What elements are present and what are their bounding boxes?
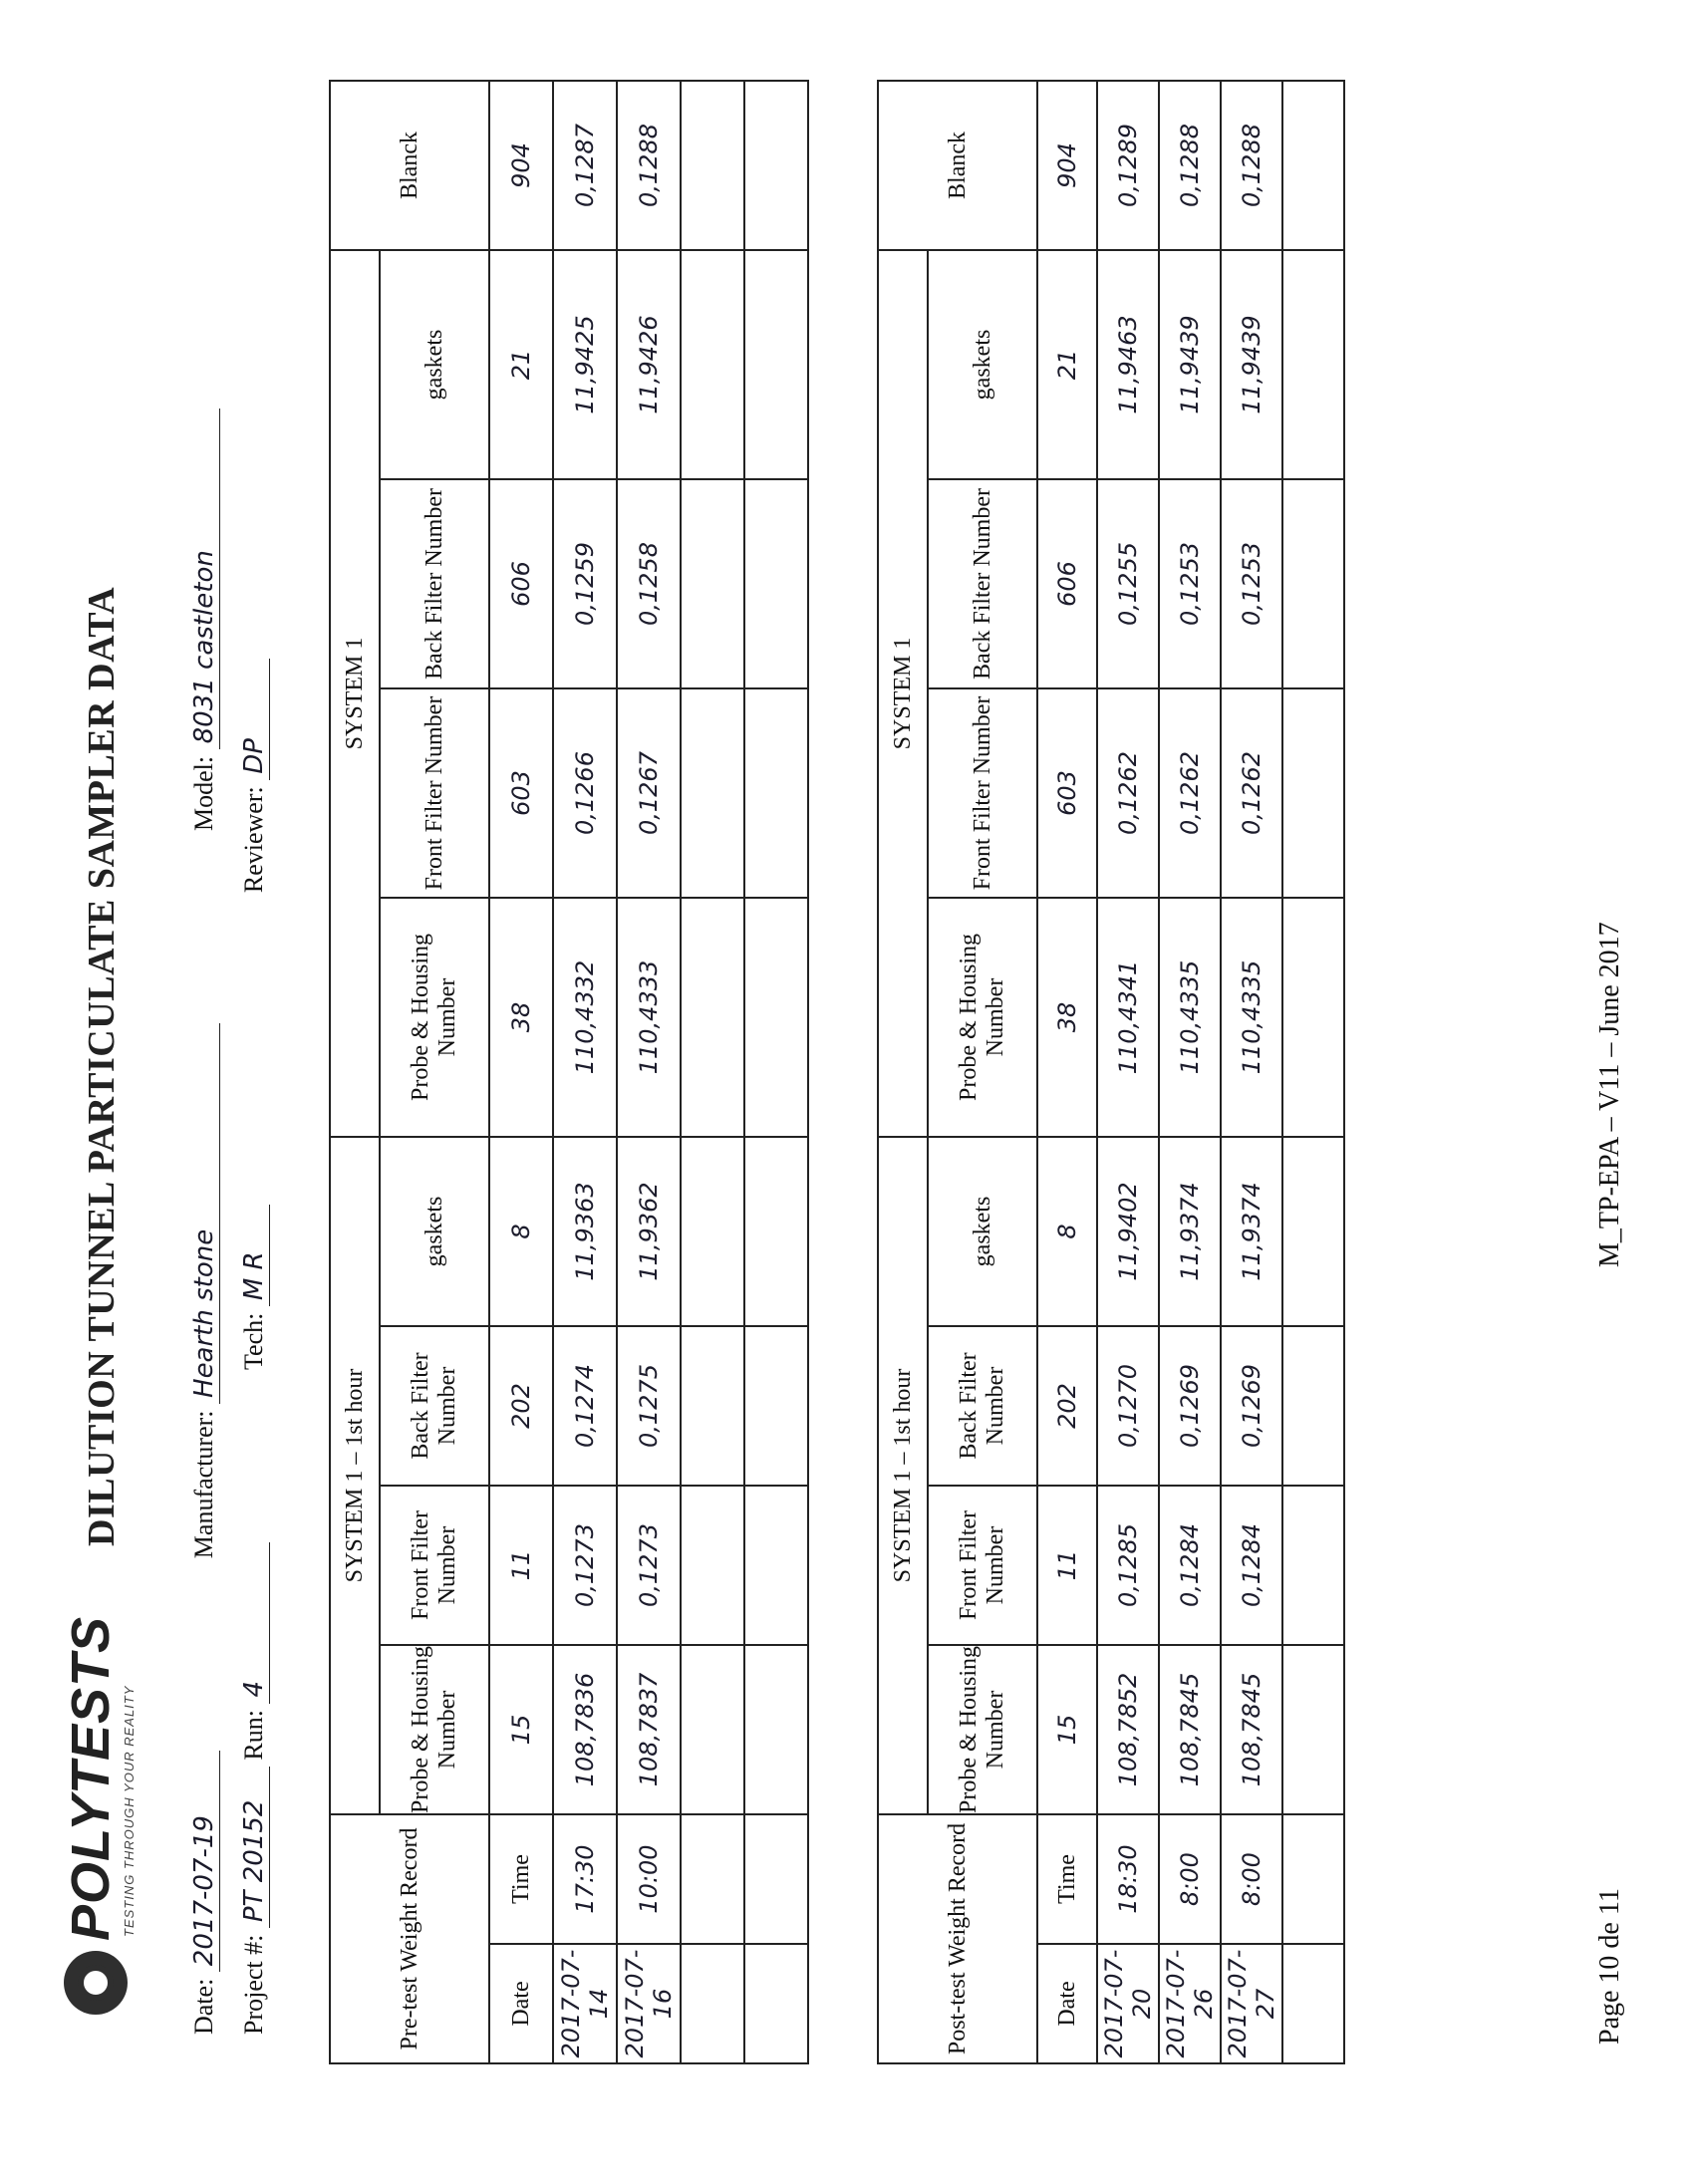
pre-cell (681, 1645, 744, 1814)
pre-cell: 110,4332 (553, 898, 617, 1137)
post-row-2 (1159, 81, 1221, 2063)
pre-col-date: Date (489, 1944, 553, 2063)
pre-col-probe-housing-1: Probe & Housing Number (380, 1645, 489, 1814)
pre-cell: 0,1287 (553, 81, 617, 250)
post-col-gaskets-2: gaskets (928, 250, 1037, 479)
post-cell: 21 (1037, 250, 1097, 479)
pre-cell: 11,9425 (553, 250, 617, 479)
pre-cell (681, 1326, 744, 1486)
post-cell: 15 (1037, 1645, 1097, 1814)
post-col-blanck: Blanck (878, 81, 1037, 250)
pre-cell: 0,1266 (553, 688, 617, 898)
post-cell: 0,1253 (1159, 479, 1221, 688)
pre-cell (744, 1814, 808, 1944)
post-cell: 108,7852 (1097, 1645, 1159, 1814)
pre-cell: 110,4333 (617, 898, 681, 1137)
post-col-front-filter-2: Front Filter Number (928, 688, 1037, 898)
pre-cell: 108,7837 (617, 1645, 681, 1814)
manufacturer-label: Manufacturer: (189, 1410, 218, 1559)
model-value: 8031 castleton (189, 409, 220, 749)
pre-cell (681, 479, 744, 688)
post-cell: 11,9463 (1097, 250, 1159, 479)
page-number: Page 10 de 11 (1594, 1888, 1625, 2045)
pre-cell: 603 (489, 688, 553, 898)
post-col-back-filter-2: Back Filter Number (928, 479, 1037, 688)
pre-cell: 0,1288 (617, 81, 681, 250)
post-row-4 (1282, 81, 1344, 2063)
post-cell: 202 (1037, 1326, 1097, 1486)
post-cell: 11,9374 (1221, 1137, 1282, 1326)
pre-col-probe-housing-2: Probe & Housing Number (380, 898, 489, 1137)
post-cell: 110,4335 (1221, 898, 1282, 1137)
post-system1-header: SYSTEM 1 (878, 250, 928, 1137)
document-title: DILUTION TUNNEL PARTICULATE SAMPLER DATA (81, 586, 123, 1546)
pre-col-front-filter-1: Front Filter Number (380, 1486, 489, 1645)
pre-cell: 202 (489, 1326, 553, 1486)
project-label: Project #: (239, 1934, 268, 2035)
post-cell: 0,1262 (1097, 688, 1159, 898)
pre-cell (681, 688, 744, 898)
post-col-gaskets-1: gaskets (928, 1137, 1037, 1326)
pre-cell (744, 688, 808, 898)
post-cell: 18:30 (1097, 1814, 1159, 1944)
post-cell: 108,7845 (1221, 1645, 1282, 1814)
pre-cell (681, 81, 744, 250)
post-cell: 11,9439 (1221, 250, 1282, 479)
reviewer-label: Reviewer: (239, 786, 268, 894)
pre-cell: 15 (489, 1645, 553, 1814)
pre-row-3 (681, 81, 744, 2063)
pre-cell: 11,9363 (553, 1137, 617, 1326)
post-cell: 603 (1037, 688, 1097, 898)
post-cell: 0,1289 (1097, 81, 1159, 250)
pre-cell: 11,9362 (617, 1137, 681, 1326)
post-cell: 110,4341 (1097, 898, 1159, 1137)
post-cell: 2017-07-27 (1221, 1944, 1282, 2063)
project-value: PT 20152 (239, 1767, 270, 1928)
post-row-3 (1221, 81, 1282, 2063)
post-cell: 904 (1037, 81, 1097, 250)
post-cell: 0,1269 (1159, 1326, 1221, 1486)
pre-test-table (329, 80, 809, 2064)
post-col-date: Date (1037, 1944, 1097, 2063)
model-label: Model: (189, 755, 218, 831)
manufacturer-value: Hearth stone (189, 1023, 220, 1404)
pre-cell (744, 250, 808, 479)
pre-cell (681, 1944, 744, 2063)
pre-cell (744, 1645, 808, 1814)
pre-cell (744, 1944, 808, 2063)
logo-mark-icon (64, 1951, 128, 2015)
pre-system1-hour-header: SYSTEM 1 – 1st hour (330, 1137, 380, 1814)
post-cell: 8:00 (1159, 1814, 1221, 1944)
post-cell (1282, 1814, 1344, 1944)
pre-cell (681, 1137, 744, 1326)
pre-col-gaskets-2: gaskets (380, 250, 489, 479)
pre-cell (744, 1137, 808, 1326)
post-cell (1282, 1137, 1344, 1326)
post-col-probe-housing-1: Probe & Housing Number (928, 1645, 1037, 1814)
post-cell: 8 (1037, 1137, 1097, 1326)
pre-test-record-label: Pre-test Weight Record (330, 1814, 489, 2063)
post-cell: 8:00 (1221, 1814, 1282, 1944)
pre-col-back-filter-1: Back Filter Number (380, 1326, 489, 1486)
pre-cell: 904 (489, 81, 553, 250)
header-row-1 (189, 409, 220, 2035)
tech-label: Tech: (239, 1312, 268, 1371)
pre-col-front-filter-2: Front Filter Number (380, 688, 489, 898)
post-cell (1282, 1486, 1344, 1645)
pre-cell: 0,1259 (553, 479, 617, 688)
pre-cell (681, 1486, 744, 1645)
post-cell: 0,1269 (1221, 1326, 1282, 1486)
post-cell: 0,1253 (1221, 479, 1282, 688)
pre-cell (681, 250, 744, 479)
post-cell: 2017-07-20 (1097, 1944, 1159, 2063)
reviewer-value: DP (239, 659, 270, 780)
pre-cell: 11 (489, 1486, 553, 1645)
post-row-1 (1097, 81, 1159, 2063)
pre-row-2 (617, 81, 681, 2063)
pre-col-back-filter-2: Back Filter Number (380, 479, 489, 688)
pre-cell (744, 1486, 808, 1645)
post-cell: 0,1284 (1159, 1486, 1221, 1645)
pre-cell: 0,1273 (617, 1486, 681, 1645)
pre-cell: 0,1258 (617, 479, 681, 688)
pre-system1-header: SYSTEM 1 (330, 250, 380, 1137)
document-id: M_TP-EPA – V11 – June 2017 (1594, 922, 1625, 1267)
post-cell: 11,9439 (1159, 250, 1221, 479)
pre-cell (744, 1326, 808, 1486)
date-label: Date: (189, 1978, 218, 2035)
post-cell: 108,7845 (1159, 1645, 1221, 1814)
polytests-logo (56, 1615, 145, 2015)
post-cell (1282, 688, 1344, 898)
post-cell: 2017-07-26 (1159, 1944, 1221, 2063)
pre-cell (744, 81, 808, 250)
tech-value: M R (239, 1205, 270, 1306)
post-col-probe-housing-2: Probe & Housing Number (928, 898, 1037, 1137)
post-cell: 0,1285 (1097, 1486, 1159, 1645)
pre-cell: 17:30 (553, 1814, 617, 1944)
pre-cell: 11,9426 (617, 250, 681, 479)
pre-cell: 0,1273 (553, 1486, 617, 1645)
post-cell: 606 (1037, 479, 1097, 688)
post-cell: 11,9402 (1097, 1137, 1159, 1326)
post-cell: 0,1255 (1097, 479, 1159, 688)
post-cell: 0,1288 (1159, 81, 1221, 250)
pre-col-blanck: Blanck (330, 81, 489, 250)
post-cell (1282, 898, 1344, 1137)
post-test-table (877, 80, 1345, 2064)
post-cell: 110,4335 (1159, 898, 1221, 1137)
post-cell: 0,1284 (1221, 1486, 1282, 1645)
pre-cell: 21 (489, 250, 553, 479)
pre-cell: 2017-07-16 (617, 1944, 681, 2063)
post-col-front-filter-1: Front Filter Number (928, 1486, 1037, 1645)
pre-cell (681, 898, 744, 1137)
pre-cell: 10:00 (617, 1814, 681, 1944)
post-cell: 0,1288 (1221, 81, 1282, 250)
pre-cell: 108,7836 (553, 1645, 617, 1814)
pre-col-gaskets-1: gaskets (380, 1137, 489, 1326)
post-cell: 0,1270 (1097, 1326, 1159, 1486)
post-test-record-label: Post-test Weight Record (878, 1814, 1037, 2063)
pre-row-4 (744, 81, 808, 2063)
pre-col-time: Time (489, 1814, 553, 1944)
post-cell: 0,1262 (1159, 688, 1221, 898)
pre-cell: 0,1275 (617, 1326, 681, 1486)
pre-cell: 0,1274 (553, 1326, 617, 1486)
post-cell (1282, 1645, 1344, 1814)
pre-cell (681, 1814, 744, 1944)
post-cell (1282, 1326, 1344, 1486)
pre-cell: 8 (489, 1137, 553, 1326)
run-value: 4 (239, 1542, 270, 1704)
pre-cell (744, 898, 808, 1137)
date-value: 2017-07-19 (189, 1751, 220, 1972)
post-system1-hour-header: SYSTEM 1 – 1st hour (878, 1137, 928, 1814)
pre-cell: 0,1267 (617, 688, 681, 898)
logo-wordmark: POLYTESTS (61, 1615, 121, 1941)
post-cell: 38 (1037, 898, 1097, 1137)
post-cell (1282, 479, 1344, 688)
header-row-2 (239, 659, 270, 2035)
pre-cell: 606 (489, 479, 553, 688)
post-col-back-filter-1: Back Filter Number (928, 1326, 1037, 1486)
pre-cell: 38 (489, 898, 553, 1137)
post-cell: 0,1262 (1221, 688, 1282, 898)
pre-cell: 2017-07-14 (553, 1944, 617, 2063)
run-label: Run: (239, 1710, 268, 1761)
post-col-time: Time (1037, 1814, 1097, 1944)
post-cell: 11,9374 (1159, 1137, 1221, 1326)
post-cell: 11 (1037, 1486, 1097, 1645)
post-cell (1282, 250, 1344, 479)
post-cell (1282, 1944, 1344, 2063)
pre-cell (744, 479, 808, 688)
post-cell (1282, 81, 1344, 250)
logo-tagline: TESTING THROUGH YOUR REALITY (122, 1685, 137, 1937)
pre-row-1 (553, 81, 617, 2063)
